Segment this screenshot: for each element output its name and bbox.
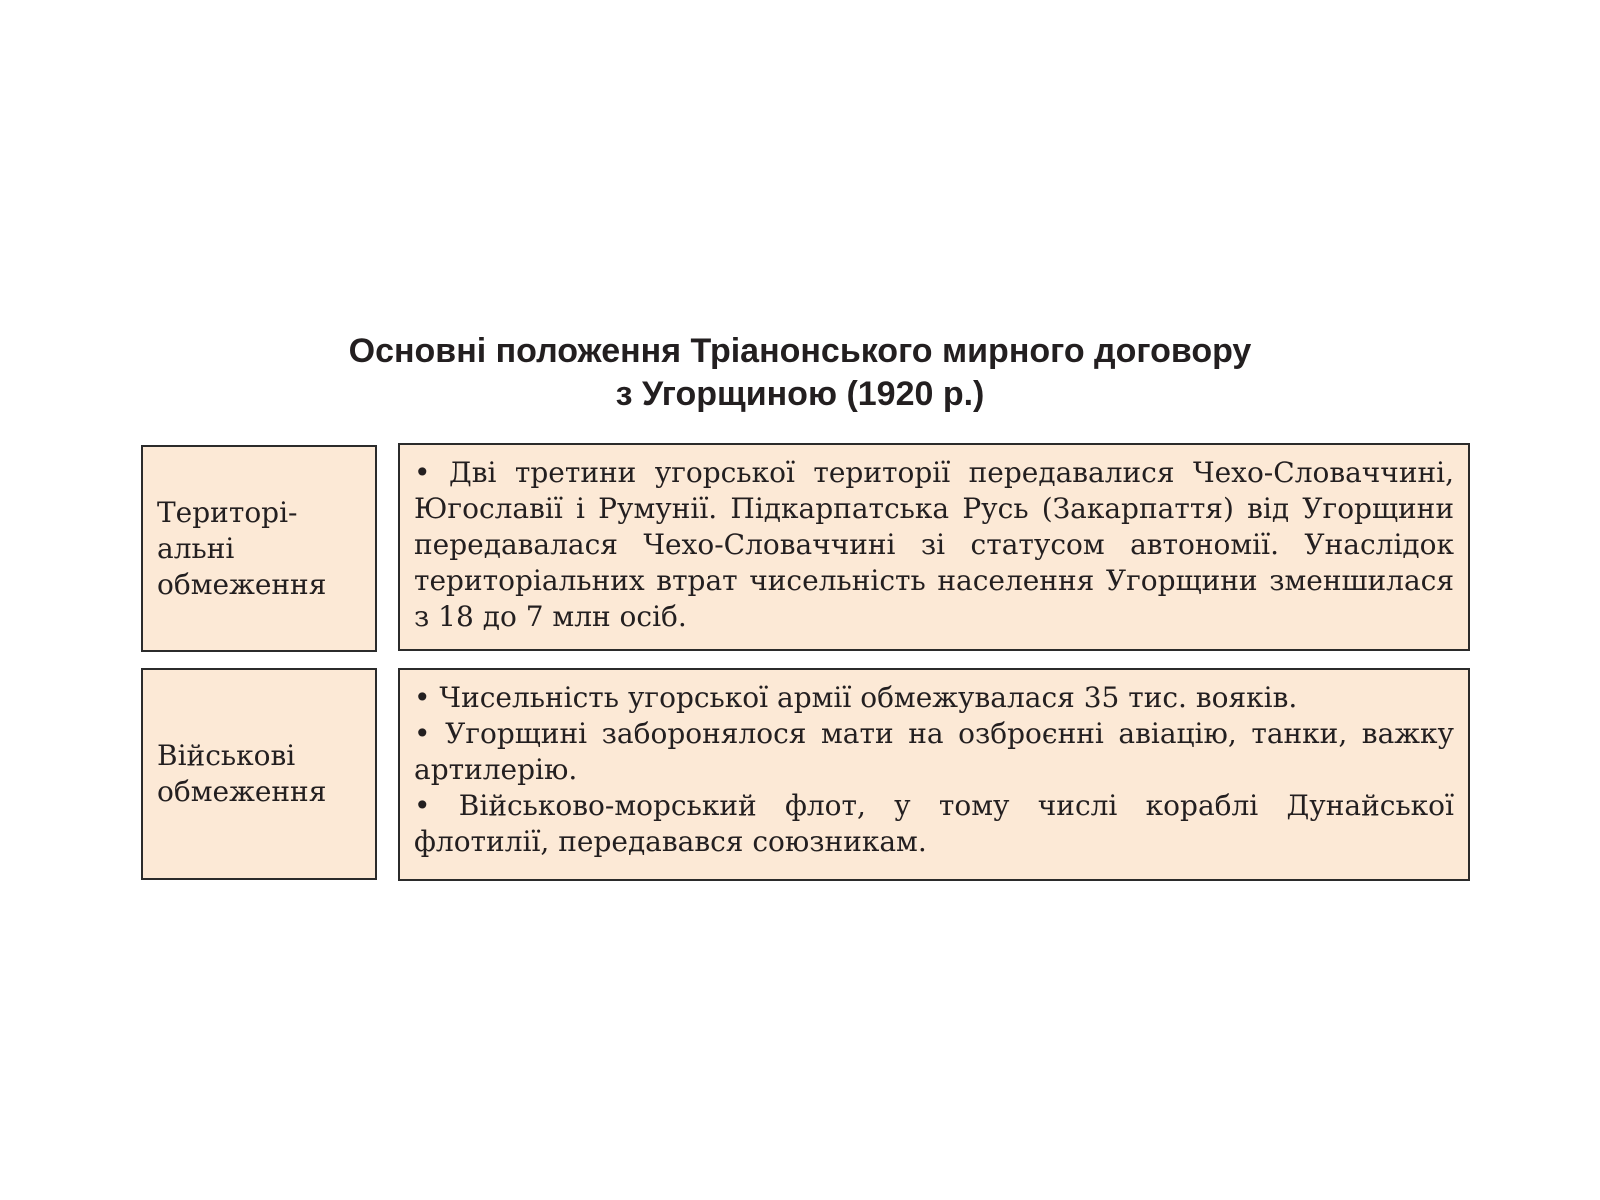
territorial-item-1: • Дві третини угорської території передавалися Чехо-Словаччині, Югославії і Румунії. Підкарпатська Русь (Закарпаття) від Угорщини передавалася Чехо-Словаччині зі статусом автономії. Унаслідок територіальних втрат чисельність населення Угорщини зменшилася з 18 до 7 млн осіб.	[414, 455, 1454, 635]
territorial-content-cell	[398, 443, 1470, 651]
military-label-cell	[141, 668, 377, 880]
military-item-3: • Військово-морський флот, у тому числі кораблі Дунайської флотилії, передавався союзникам.	[414, 788, 1454, 860]
territorial-label-cell	[141, 445, 377, 652]
military-item-2: • Угорщині заборонялося мати на озброєнні авіацію, танки, важку артилерію.	[414, 716, 1454, 788]
military-content-cell	[398, 668, 1470, 881]
military-label: Військові обмеження	[157, 739, 327, 808]
page-title	[0, 330, 1600, 416]
title-line-2: з Угорщиною (1920 р.)	[615, 375, 985, 413]
territorial-label: Територі- альні обмеження	[157, 495, 327, 601]
military-item-1: • Чисельність угорської армії обмежувалася 35 тис. вояків.	[414, 680, 1454, 716]
title-line-1: Основні положення Тріанонського мирного договору	[348, 332, 1252, 370]
